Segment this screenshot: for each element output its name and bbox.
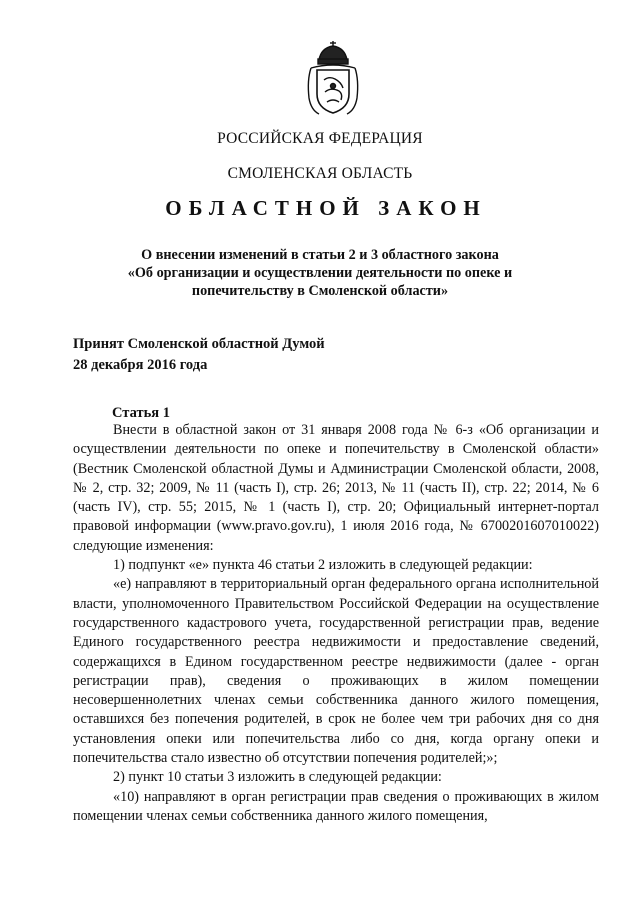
document-type-title: ОБЛАСТНОЙ ЗАКОН [165, 196, 487, 220]
article-paragraph: «е) направляют в территориальный орган федерального органа исполнительной власти, уполномоченного Правительством Российской Федерации на осуществление государственного кадастрового учета, государственной регистрации прав, ведение Единого государственного реестра недвижимости и предоставление сведений, содержащихся в Едином государственном реестре недвижимости (далее - орган регистрации прав), сведения о проживающих в жилом помещении несовершеннолетних членах семьи собственника данного жилого помещения, оставшихся без попечения родителей, в срок не более чем три рабочих дня со дня установления опеки или попечительства либо со дня, когда органу опеки и попечительства стало известно об отсутствии попечения родителей;»; [73, 576, 599, 767]
subject-line: О внесении изменений в статьи 2 и 3 областного закона [141, 247, 499, 263]
article-paragraph: Внести в областной закон от 31 января 2008 года № 6-з «Об организации и осуществлении деятельности по опеке и попечительству в Смоленской области» (Вестник Смоленской областной Думы и Администрации Смоленской области, 2008, № 2, стр. 32; 2009, № 11 (часть I), стр. 26; 2013, № 11 (часть II), стр. 22; 2014, № 6 (часть IV), стр. 55; 2015, № 1 (часть I), стр. 20; Официальный интернет-портал правовой информации (www.pravo.gov.ru), 1 июля 2016 года, № 6700201607010022) следующие изменения: [73, 422, 599, 554]
adoption-info [73, 334, 325, 376]
smolensk-coat-of-arms-icon [297, 40, 369, 118]
country-heading: РОССИЙСКАЯ ФЕДЕРАЦИЯ [217, 130, 423, 147]
article-body [73, 421, 599, 826]
article-paragraph: «10) направляют в орган регистрации прав сведения о проживающих в жилом помещении членах семьи собственника данного жилого помещения, [73, 788, 599, 824]
subject-line: попечительству в Смоленской области» [191, 283, 449, 299]
law-subject [0, 246, 640, 300]
article-title: Статья 1 [112, 405, 170, 421]
adopted-by: Принят Смоленской областной Думой [73, 336, 325, 352]
article-paragraph: 1) подпункт «е» пункта 46 статьи 2 изложить в следующей редакции: [113, 557, 533, 574]
subject-line: «Об организации и осуществлении деятельности по опеке и [127, 265, 513, 281]
article-paragraph: 2) пункт 10 статьи 3 изложить в следующей редакции: [113, 769, 442, 786]
adoption-date: 28 декабря 2016 года [73, 357, 208, 373]
region-heading: СМОЛЕНСКАЯ ОБЛАСТЬ [227, 165, 413, 182]
